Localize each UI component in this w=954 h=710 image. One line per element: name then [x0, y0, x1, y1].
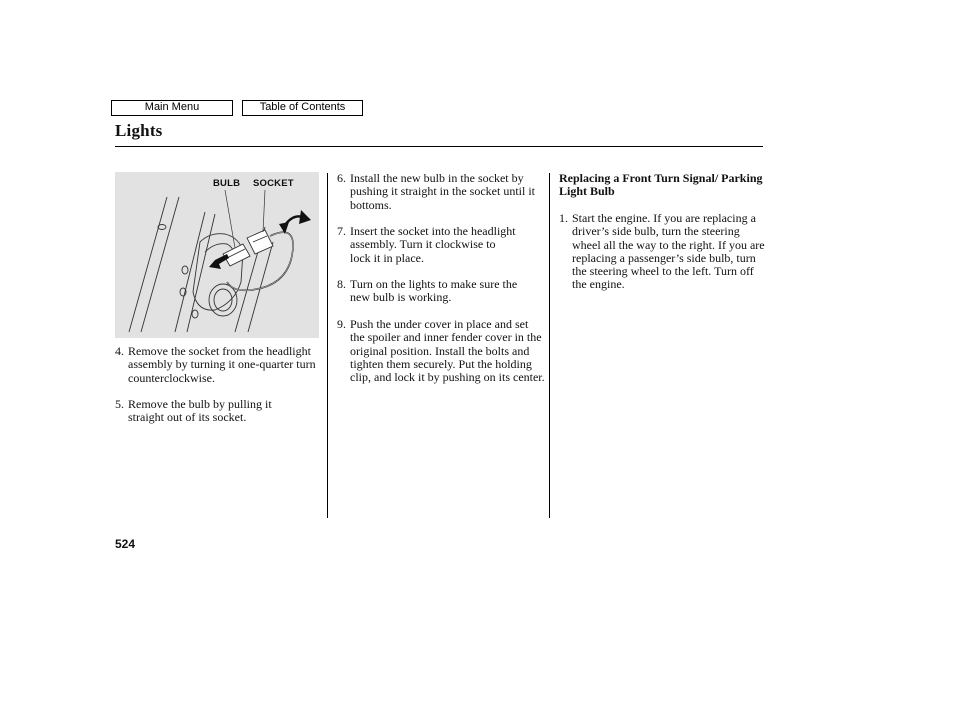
step-item: [115, 398, 305, 425]
step-text: Push the under cover in place and set the spoiler and inner fender cover in the original position. Install the bolts and tighten them securely. Put the holding clip, and lock it by pushing on its center.: [350, 317, 545, 385]
step-text: Insert the socket into the headlight assembly. Turn it clockwise to lock it in place.: [350, 224, 516, 265]
step-item: [115, 345, 327, 385]
step-item: [337, 172, 547, 212]
page-title: Lights: [115, 121, 163, 140]
socket-label: SOCKET: [253, 178, 294, 189]
step-number: 8.: [337, 277, 346, 291]
step-number: 9.: [337, 317, 346, 331]
step-text: Remove the socket from the headlight assembly by turning it one-quarter turn counterclockwise.: [128, 344, 316, 385]
section-heading: Replacing a Front Turn Signal/ Parking Light Bulb: [559, 171, 763, 199]
table-of-contents-button[interactable]: Table of Contents: [242, 100, 363, 116]
bulb-socket-illustration: [115, 172, 319, 338]
step-item: [559, 212, 765, 292]
main-menu-button[interactable]: Main Menu: [111, 100, 233, 116]
step-text: Turn on the lights to make sure the new bulb is working.: [350, 277, 518, 305]
step-number: 5.: [115, 397, 124, 411]
step-text: Start the engine. If you are replacing a driver’s side bulb, turn the steering wheel all the way to the right. If you are replacing a passenger’s side bulb, turn the steering wheel to the left. Turn off the engine.: [572, 211, 765, 292]
step-number: 6.: [337, 171, 346, 185]
step-item: [337, 318, 545, 384]
step-number: 7.: [337, 224, 346, 238]
step-item: [337, 225, 517, 265]
column-divider: [549, 173, 550, 518]
step-text: Install the new bulb in the socket by pushing it straight in the socket until it bottoms.: [350, 171, 535, 212]
title-rule: [115, 146, 763, 147]
step-text: Remove the bulb by pulling it straight out of its socket.: [128, 397, 272, 425]
column-divider: [327, 173, 328, 518]
page-number: 524: [115, 537, 136, 551]
step-item: [337, 278, 537, 305]
headlight-assembly-drawing: [115, 172, 319, 338]
bulb-label: BULB: [213, 178, 241, 189]
step-number: 4.: [115, 344, 124, 358]
step-number: 1.: [559, 211, 568, 225]
